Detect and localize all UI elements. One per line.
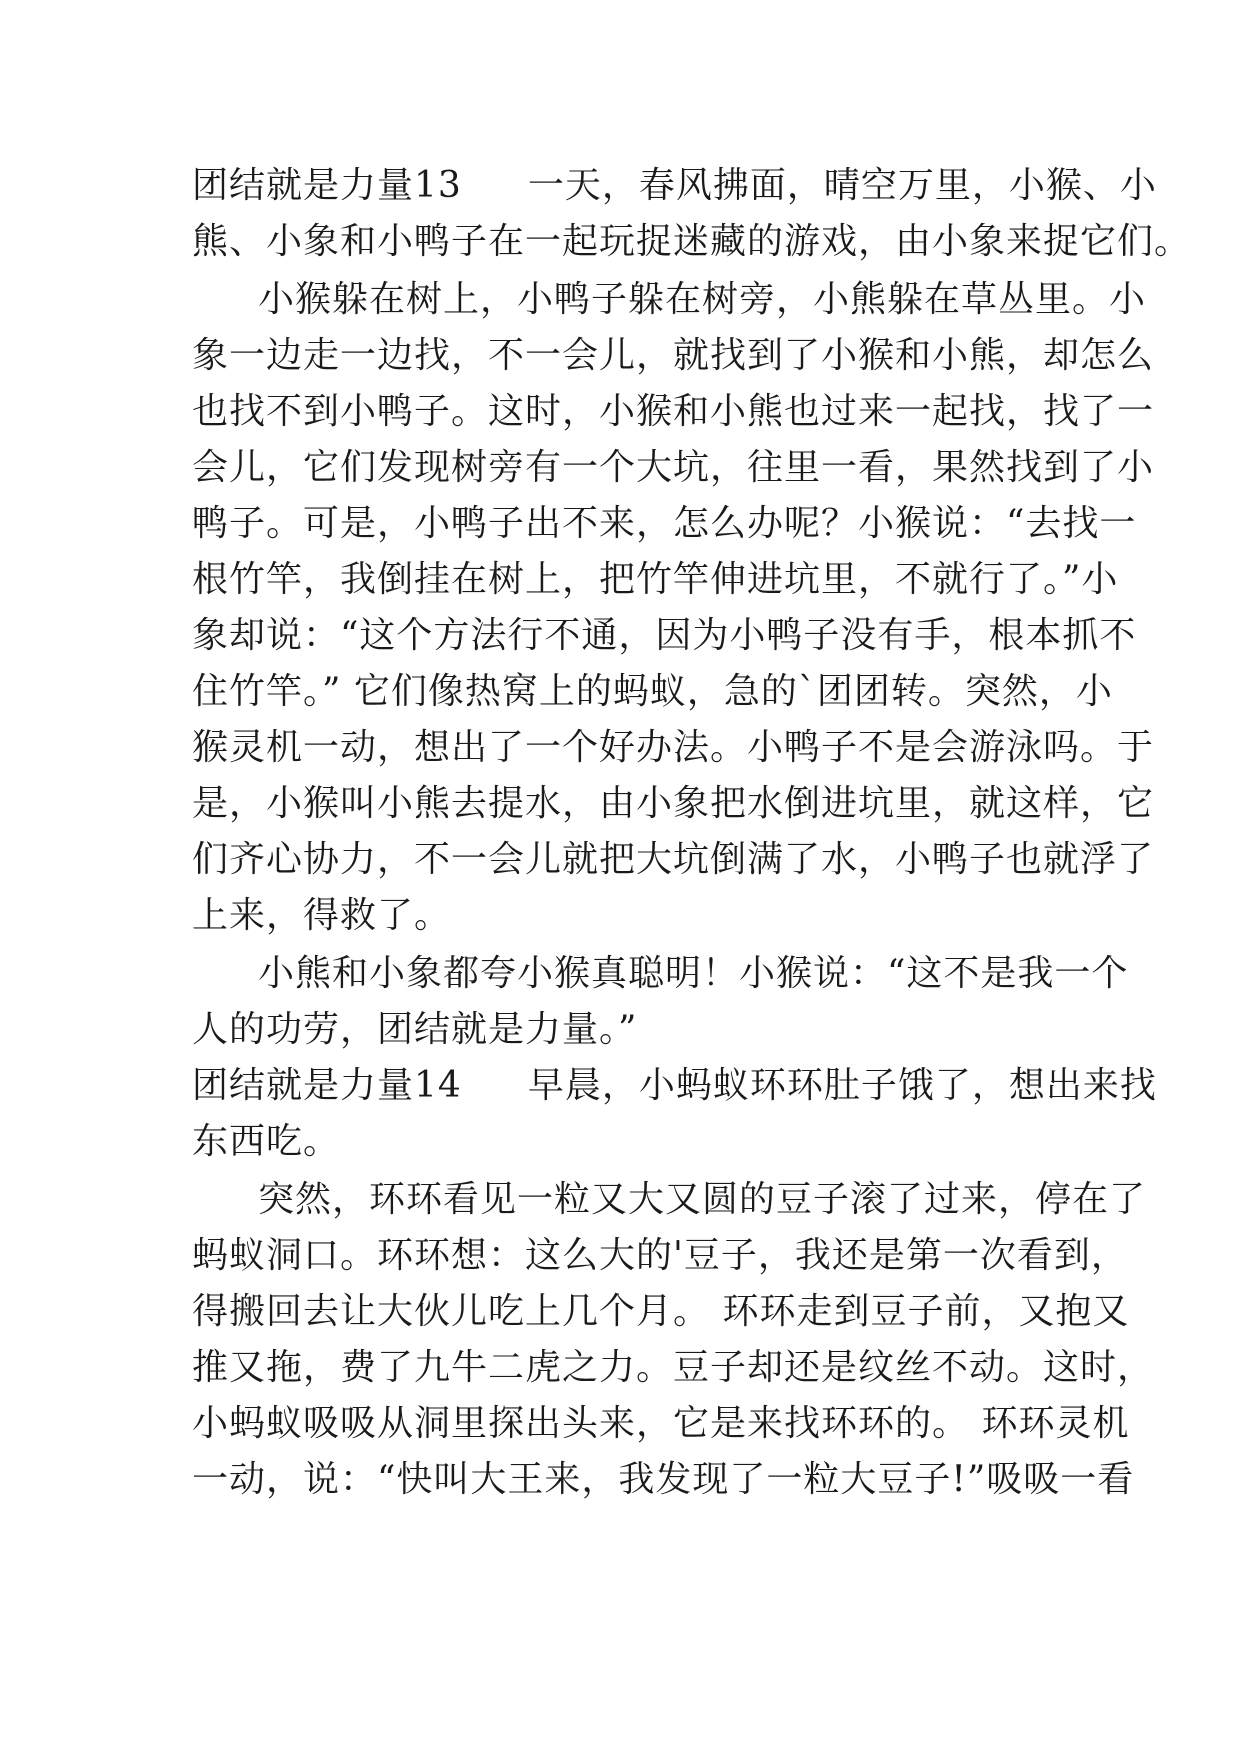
paragraph-text: 突然，环环看见一粒又大又圆的豆子滚了过来，停在了 (258, 1179, 1147, 1220)
text-line: 一动，说：“快叫大王来，我发现了一粒大豆子!”吸吸一看 (192, 1459, 1135, 1500)
text-line: 推又拖，费了九牛二虎之力。豆子却还是纹丝不动。这时， (192, 1347, 1155, 1388)
text-line (192, 270, 1147, 330)
text-line (192, 156, 1157, 216)
text-line: 鸭子。可是，小鸭子出不来，怎么办呢？小猴说：“去找一 (192, 503, 1137, 544)
text-line: 熊、小象和小鸭子在一起玩捉迷藏的游戏，由小象来捉它们。 (192, 221, 1192, 262)
paragraph-text: 小熊和小象都夸小猴真聪明！小猴说：“这不是我一个 (258, 953, 1129, 994)
section-heading: 团结就是力量14 (192, 1065, 462, 1106)
paragraph-text: 早晨，小蚂蚁环环肚子饿了，想出来找 (527, 1065, 1157, 1106)
text-line: 是，小猴叫小熊去提水，由小象把水倒进坑里，就这样，它 (192, 783, 1155, 824)
text-line: 也找不到小鸭子。这时，小猴和小熊也过来一起找，找了一 (192, 391, 1155, 432)
text-line: 会儿，它们发现树旁有一个大坑，往里一看，果然找到了小 (192, 447, 1155, 488)
text-line: 们齐心协力，不一会儿就把大坑倒满了水，小鸭子也就浮了 (192, 839, 1155, 880)
text-line: 上来，得救了。 (192, 895, 452, 936)
text-line: 根竹竿，我倒挂在树上，把竹竿伸进坑里，不就行了。”小 (192, 559, 1119, 600)
section-heading: 团结就是力量13 (192, 165, 462, 206)
text-line: 住竹竿。” 它们像热窝上的蚂蚁，急的`团团转。突然，小 (192, 671, 1113, 712)
text-line: 东西吃。 (192, 1121, 341, 1162)
text-line (192, 1170, 1147, 1230)
text-line: 人的功劳，团结就是力量。” (192, 1009, 638, 1050)
paragraph-text: 一天，春风拂面，晴空万里，小猴、小 (527, 165, 1157, 206)
text-line: 猴灵机一动，想出了一个好办法。小鸭子不是会游泳吗。于 (192, 727, 1155, 768)
text-line (192, 1056, 1157, 1116)
text-line: 蚂蚁洞口。环环想：这么大的'豆子，我还是第一次看到， (192, 1235, 1128, 1276)
text-line (192, 944, 1129, 1004)
text-line: 象一边走一边找，不一会儿，就找到了小猴和小熊，却怎么 (192, 335, 1155, 376)
text-line: 象却说：“这个方法行不通，因为小鸭子没有手，根本抓不 (192, 615, 1137, 656)
text-line: 小蚂蚁吸吸从洞里探出头来，它是来找环环的。 环环灵机 (192, 1403, 1130, 1444)
paragraph-text: 小猴躲在树上，小鸭子躲在树旁，小熊躲在草丛里。小 (258, 279, 1147, 320)
text-line: 得搬回去让大伙儿吃上几个月。 环环走到豆子前，又抱又 (192, 1291, 1130, 1332)
